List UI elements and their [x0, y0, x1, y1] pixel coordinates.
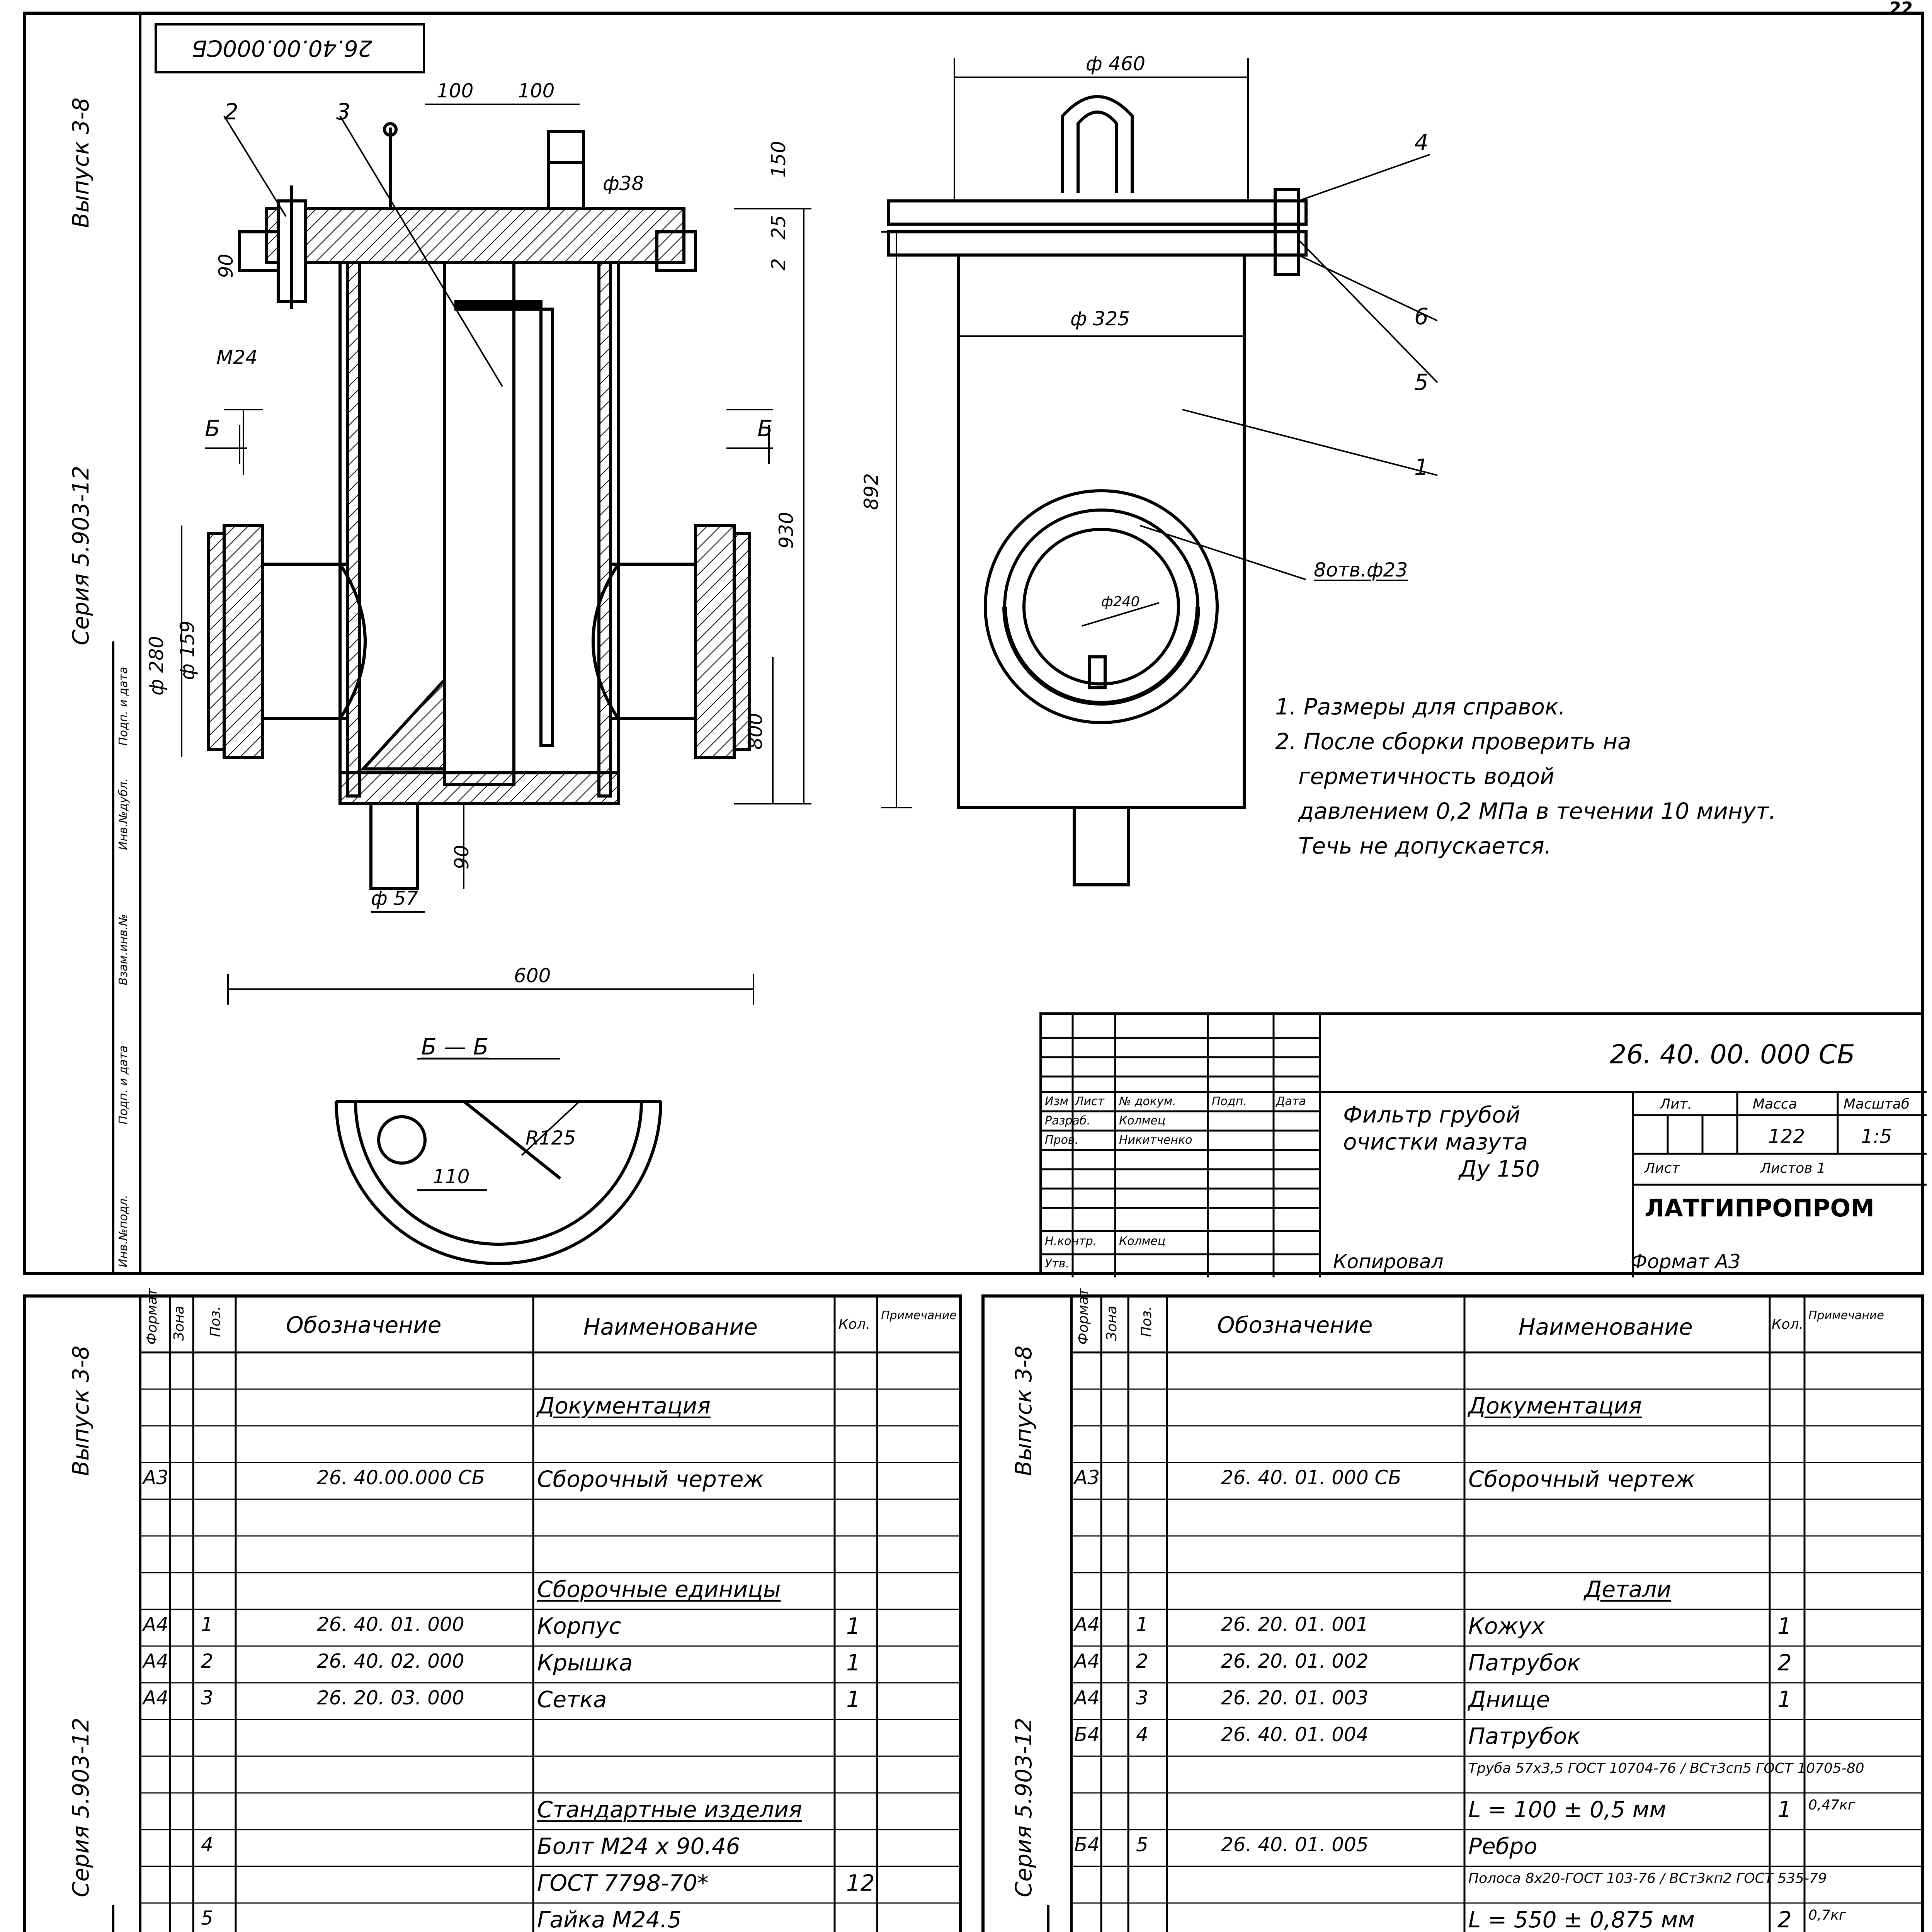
- spec-cell-name: Сборочный чертеж: [537, 1466, 764, 1492]
- spec-cell-qty: 1: [846, 1686, 861, 1713]
- tb-role-norm: Н.контр.: [1045, 1235, 1097, 1248]
- tb-copied: Копировал: [1333, 1250, 1444, 1273]
- drawing-title-block: [1039, 1012, 1924, 1275]
- spec-cell-des: 26. 40. 01. 000 СБ: [1221, 1466, 1401, 1489]
- spec-left-h-zone: Зона: [171, 1306, 187, 1341]
- spec-cell-name: Кожух: [1468, 1613, 1545, 1639]
- spec-right-h-name: Наименование: [1519, 1314, 1693, 1340]
- tb-head-doc: № докум.: [1119, 1095, 1176, 1108]
- spec-right-h-pos: Поз.: [1139, 1306, 1155, 1337]
- spec-cell-fmt: А4: [1074, 1687, 1100, 1709]
- spec-cell-name: Детали: [1584, 1576, 1672, 1602]
- spec-cell-pos: 3: [1136, 1687, 1148, 1709]
- spec-cell-fmt: А4: [143, 1650, 169, 1672]
- spec-cell-name: L = 550 ± 0,875 мм: [1468, 1906, 1695, 1932]
- spec-left-h-format: Формат: [144, 1288, 160, 1345]
- drawing-issue-label: Выпуск 3-8: [68, 97, 94, 228]
- spec-cell-qty: 1: [846, 1613, 861, 1639]
- sheet-number: 22: [1889, 0, 1913, 18]
- spec-right-h-designation: Обозначение: [1217, 1312, 1373, 1338]
- dim-2: 2: [767, 258, 790, 270]
- pos-2-label: 2: [224, 99, 238, 125]
- spec-cell-des: 26. 20. 01. 001: [1221, 1613, 1369, 1636]
- dim-d38: ф38: [603, 172, 644, 195]
- spec-cell-des: 26. 40. 01. 004: [1221, 1723, 1369, 1746]
- side-label-inv: Инв.№подл.: [117, 1195, 130, 1267]
- spec-cell-des: 26. 20. 01. 003: [1221, 1687, 1369, 1709]
- dim-892: 892: [860, 473, 883, 510]
- rotated-code: 26.40.00.000СБ: [192, 35, 372, 61]
- spec-cell-qty: 12: [846, 1870, 875, 1896]
- spec-cell-des: 26. 40.00.000 СБ: [317, 1466, 485, 1489]
- spec-left-series: Серия 5.903-12: [68, 1718, 94, 1897]
- spec-cell-pos: 4: [201, 1833, 213, 1856]
- spec-cell-qty: 1: [1777, 1686, 1792, 1713]
- spec-cell-fmt: А3: [143, 1466, 169, 1489]
- note-1: 1. Размеры для справок.: [1275, 694, 1566, 720]
- tb-name-line2: очистки мазута: [1343, 1129, 1528, 1155]
- spec-cell-pos: 1: [1136, 1613, 1148, 1636]
- spec-left-h-designation: Обозначение: [286, 1312, 442, 1338]
- tb-head-izm: Изм: [1045, 1095, 1069, 1108]
- spec-left-issue: Выпуск 3-8: [68, 1345, 94, 1476]
- spec-cell-fmt: Б4: [1074, 1723, 1100, 1746]
- note-4: давлением 0,2 МПа в течении 10 минут.: [1298, 798, 1776, 824]
- section-mark-right: Б: [757, 415, 773, 442]
- dim-110: 110: [433, 1165, 470, 1188]
- spec-cell-pos: 2: [201, 1650, 213, 1672]
- spec-left-h-note: Примечание: [881, 1309, 957, 1322]
- spec-cell-pos: 3: [201, 1687, 213, 1709]
- note-3: герметичность водой: [1298, 763, 1554, 789]
- dim-100a: 100: [437, 80, 474, 102]
- pos-3-label: 3: [336, 99, 350, 125]
- spec-cell-pos: 5: [1136, 1833, 1148, 1856]
- pos-4-label: 4: [1414, 129, 1429, 156]
- dim-25: 25: [767, 215, 790, 240]
- spec-cell-des: 26. 20. 01. 002: [1221, 1650, 1369, 1672]
- side-label-sign: Подп. и дата: [117, 1045, 130, 1124]
- note-2: 2. После сборки проверить на: [1275, 728, 1631, 755]
- spec-cell-name: Днище: [1468, 1686, 1550, 1713]
- spec-left-h-qty: Кол.: [838, 1316, 871, 1332]
- dim-100b: 100: [518, 80, 555, 102]
- side-label-dup: Инв.№дубл.: [117, 778, 130, 850]
- pos-6-label: 6: [1414, 303, 1429, 330]
- section-mark-left: Б: [205, 415, 220, 442]
- tb-name-dev: Колмец: [1119, 1114, 1166, 1128]
- dim-d280: ф 280: [145, 636, 168, 696]
- spec-cell-fmt: А4: [1074, 1650, 1100, 1672]
- tb-name-line1: Фильтр грубой: [1343, 1102, 1520, 1128]
- spec-cell-name: L = 100 ± 0,5 мм: [1468, 1796, 1667, 1823]
- spec-right-h-note: Примечание: [1808, 1309, 1884, 1322]
- spec-cell-name: Патрубок: [1468, 1723, 1581, 1749]
- spec-left-h-pos: Поз.: [207, 1306, 223, 1337]
- tb-role-approve: Утв.: [1045, 1257, 1069, 1270]
- spec-cell-fmt: А4: [143, 1613, 169, 1636]
- tb-name-check: Никитченко: [1119, 1133, 1192, 1147]
- spec-cell-fmt: А3: [1074, 1466, 1100, 1489]
- spec-cell-name: Корпус: [537, 1613, 621, 1639]
- spec-cell-name: Сборочный чертеж: [1468, 1466, 1695, 1492]
- dim-d460: ф 460: [1086, 53, 1146, 75]
- spec-left: [23, 1288, 962, 1932]
- spec-cell-fmt: Б4: [1074, 1833, 1100, 1856]
- dim-d159: ф 159: [176, 620, 199, 680]
- note-5: Течь не допускается.: [1298, 833, 1552, 859]
- section-title: Б — Б: [421, 1034, 489, 1060]
- tb-mass: Масса: [1753, 1096, 1797, 1112]
- tb-code: 26. 40. 00. 000 СБ: [1610, 1039, 1855, 1070]
- dim-90: 90: [215, 253, 237, 278]
- spec-cell-qty: 2: [1777, 1906, 1792, 1932]
- tb-role-dev: Разраб.: [1045, 1114, 1090, 1128]
- spec-cell-pos: 1: [201, 1613, 213, 1636]
- dim-600: 600: [514, 964, 551, 987]
- spec-cell-pos: 4: [1136, 1723, 1148, 1746]
- pos-5-label: 5: [1414, 369, 1429, 395]
- tb-org: ЛАТГИПРОПРОМ: [1645, 1194, 1874, 1222]
- pos-1-label: 1: [1414, 454, 1429, 480]
- tb-head-sign: Подп.: [1212, 1095, 1247, 1108]
- spec-cell-des: 26. 40. 01. 005: [1221, 1833, 1369, 1856]
- spec-cell-name: Гайка М24.5: [537, 1906, 682, 1932]
- spec-cell-name: Болт М24 х 90.46: [537, 1833, 740, 1859]
- spec-cell-name: Ребро: [1468, 1833, 1537, 1859]
- spec-cell-note: 0,7кг: [1808, 1907, 1846, 1923]
- spec-cell-qty: 2: [1777, 1650, 1792, 1676]
- spec-right-issue: Выпуск 3-8: [1010, 1345, 1037, 1476]
- tb-format: Формат А3: [1631, 1250, 1741, 1273]
- tb-scale: Масштаб: [1844, 1096, 1910, 1112]
- spec-cell-name: Документация: [1468, 1393, 1642, 1419]
- dim-m24: М24: [216, 346, 258, 369]
- spec-cell-name: Сетка: [537, 1686, 607, 1713]
- spec-right-series: Серия 5.903-12: [1010, 1718, 1037, 1897]
- tb-head-list: Лист: [1075, 1095, 1105, 1108]
- spec-cell-fmt: А4: [1074, 1613, 1100, 1636]
- dim-930: 930: [775, 512, 798, 549]
- tb-head-date: Дата: [1276, 1095, 1306, 1108]
- tb-role-check: Пров.: [1045, 1133, 1079, 1147]
- spec-right-h-qty: Кол.: [1772, 1316, 1804, 1332]
- spec-right-h-zone: Зона: [1104, 1306, 1120, 1341]
- spec-cell-name: Патрубок: [1468, 1650, 1581, 1676]
- spec-cell-des: 26. 40. 01. 000: [317, 1613, 464, 1636]
- spec-cell-name: Труба 57х3,5 ГОСТ 10704-76 / ВСт3сп5 ГОСТ 10705-80: [1468, 1760, 1864, 1776]
- drawing-series-label: Серия 5.903-12: [68, 466, 94, 645]
- tb-name-line3: Ду 150: [1459, 1156, 1540, 1182]
- spec-cell-name: Полоса 8х20-ГОСТ 103-76 / ВСт3кп2 ГОСТ 535-79: [1468, 1871, 1827, 1886]
- dim-90b: 90: [451, 845, 473, 869]
- spec-left-h-name: Наименование: [583, 1314, 758, 1340]
- spec-cell-name: Документация: [537, 1393, 711, 1419]
- spec-cell-note: 0,47кг: [1808, 1797, 1855, 1813]
- spec-right: [981, 1288, 1924, 1932]
- spec-cell-pos: 5: [201, 1907, 213, 1929]
- spec-cell-pos: 2: [1136, 1650, 1148, 1672]
- dim-d57: ф 57: [371, 887, 418, 910]
- spec-cell-name: Крышка: [537, 1650, 633, 1676]
- tb-scale-val: 1:5: [1861, 1125, 1892, 1148]
- tb-lit: Лит.: [1660, 1096, 1692, 1112]
- tb-mass-val: 122: [1768, 1125, 1805, 1148]
- side-label-sign2: Подп. и дата: [117, 667, 130, 746]
- spec-cell-qty: 1: [1777, 1613, 1792, 1639]
- spec-cell-name: ГОСТ 7798-70*: [537, 1870, 709, 1896]
- tb-sheets: Листов 1: [1760, 1160, 1826, 1176]
- dim-800: 800: [744, 713, 767, 750]
- side-label-replace: Взам.инв.№: [117, 914, 130, 985]
- dim-150: 150: [767, 141, 790, 178]
- dim-holes: 8отв.ф23: [1314, 559, 1408, 581]
- spec-cell-des: 26. 40. 02. 000: [317, 1650, 464, 1672]
- dim-r125: R125: [526, 1127, 576, 1149]
- spec-right-h-format: Формат: [1075, 1288, 1091, 1345]
- spec-cell-des: 26. 20. 03. 000: [317, 1687, 464, 1709]
- spec-cell-fmt: А4: [143, 1687, 169, 1709]
- tb-sheet: Лист: [1645, 1160, 1680, 1176]
- spec-cell-qty: 1: [1777, 1796, 1792, 1823]
- spec-cell-name: Стандартные изделия: [537, 1796, 802, 1823]
- spec-cell-qty: 1: [846, 1650, 861, 1676]
- tb-name-norm: Колмец: [1119, 1235, 1166, 1248]
- dim-d240: ф240: [1101, 594, 1140, 610]
- spec-cell-name: Сборочные единицы: [537, 1576, 781, 1602]
- dim-d325: ф 325: [1070, 308, 1130, 330]
